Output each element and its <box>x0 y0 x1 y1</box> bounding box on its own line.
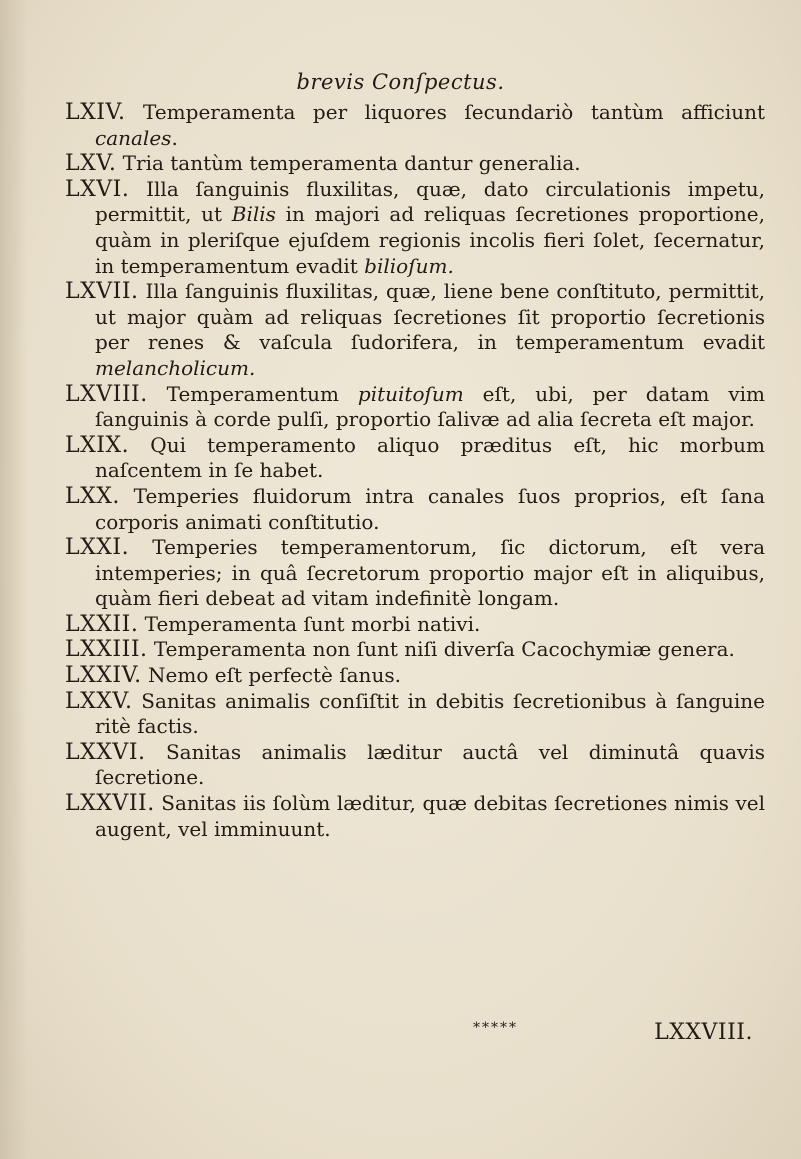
entry-text: Illa ſanguinis fluxilitas, quæ, liene bene conſtituto, permittit, ut major quàm ad reliquas ſecretiones ſit proportio ſecretionis per renes & vaſcula ſudorifera, in temperamentum evadit <box>95 279 766 355</box>
entry-text: Temperies temperamentorum, ſic dictorum, eſt vera intemperies; in quâ ſecretorum proportio major eſt in aliquibus, quàm fieri debeat ad vitam indefinitè longam. <box>95 535 765 611</box>
entry-paragraph <box>65 535 765 612</box>
entry-paragraph <box>65 279 765 381</box>
entry-number: LXXII. <box>65 611 139 637</box>
page-edge-shadow <box>0 0 28 1159</box>
entry-paragraph <box>65 663 765 689</box>
entry-number: LXXIII. <box>65 637 148 663</box>
entry-number: LXXV. <box>65 688 133 714</box>
entry-number: LXVI. <box>65 176 130 202</box>
entry-paragraph <box>65 433 765 484</box>
entry-paragraph <box>65 740 765 791</box>
entry-paragraph <box>65 151 765 177</box>
entry-paragraph <box>65 689 765 740</box>
entry-paragraph <box>65 100 765 151</box>
entry-text: Nemo eſt perfectè ſanus. <box>148 663 401 688</box>
entry-text: Illa ſanguinis fluxilitas, quæ, dato circulationis impetu, permittit, ut <box>95 176 766 227</box>
entry-text: Tria tantùm temperamenta dantur generalia. <box>122 151 581 176</box>
entry-paragraph <box>65 791 765 842</box>
entry-number: LXXI. <box>65 535 130 561</box>
entry-paragraph <box>65 484 765 535</box>
entry-text: eſt, ubi, per datam vim ſanguinis à corde pulſi, proportio ſalivæ ad alia ſecreta eſt major. <box>95 381 765 432</box>
entry-text: Temperies fluidorum intra canales ſuos proprios, eſt ſana corporis animati conſtitutio. <box>95 483 765 534</box>
entry-paragraph <box>65 612 765 638</box>
italic-term: Bilis <box>231 202 276 227</box>
text-body <box>65 100 765 842</box>
entry-number: LXVIII. <box>65 381 148 407</box>
entry-paragraph <box>65 382 765 433</box>
running-header: brevis Conſpectus. <box>296 70 505 94</box>
entry-text: Sanitas animalis læditur auctâ vel diminutâ quavis ſecretione. <box>95 739 766 790</box>
entry-text: in majori ad reliquas ſecretiones proportione, quàm in pleriſque ejuſdem regionis incolis fieri ſolet, ſecernatur, in temperamentum evadit <box>95 202 765 278</box>
entry-number: LXVII. <box>65 279 139 305</box>
italic-term: melancholicum. <box>95 355 256 380</box>
italic-term: pituitoſum <box>357 381 464 406</box>
entry-number: LXXVI. <box>65 739 146 765</box>
entry-text: Temperamenta per liquores ſecundariò tantùm afficiunt <box>143 100 766 124</box>
entry-number: LXXIV. <box>65 663 142 689</box>
entry-paragraph <box>65 177 765 279</box>
italic-term: canales <box>95 125 172 150</box>
entry-text: Temperamentum <box>166 381 358 406</box>
entry-paragraph <box>65 637 765 663</box>
entry-text: Temperamenta ſunt morbi nativi. <box>144 611 481 636</box>
entry-text: . <box>171 125 178 150</box>
entry-number: LXIV. <box>65 100 126 125</box>
entry-number: LXIX. <box>65 432 130 458</box>
catchword: LXXVIII. <box>654 1020 753 1045</box>
entry-text: Sanitas animalis conſiſtit in debitis ſecretionibus à ſanguine ritè factis. <box>95 688 765 739</box>
entry-text: Temperamenta non ſunt niſi diverſa Cacochymiæ genera. <box>153 637 735 662</box>
ornament-asterisks: ***** <box>473 1020 518 1036</box>
entry-number: LXV. <box>65 151 117 177</box>
entry-number: LXXVII. <box>65 791 155 817</box>
italic-term: bilioſum. <box>364 253 454 278</box>
page-footer <box>65 1020 765 1050</box>
entry-number: LXX. <box>65 483 120 509</box>
entry-text: Qui temperamento aliquo præditus eſt, hic morbum naſcentem in ſe habet. <box>95 432 765 483</box>
entry-text: Sanitas iis ſolùm læditur, quæ debitas ſecretiones nimis vel augent, vel imminuunt. <box>95 791 766 841</box>
